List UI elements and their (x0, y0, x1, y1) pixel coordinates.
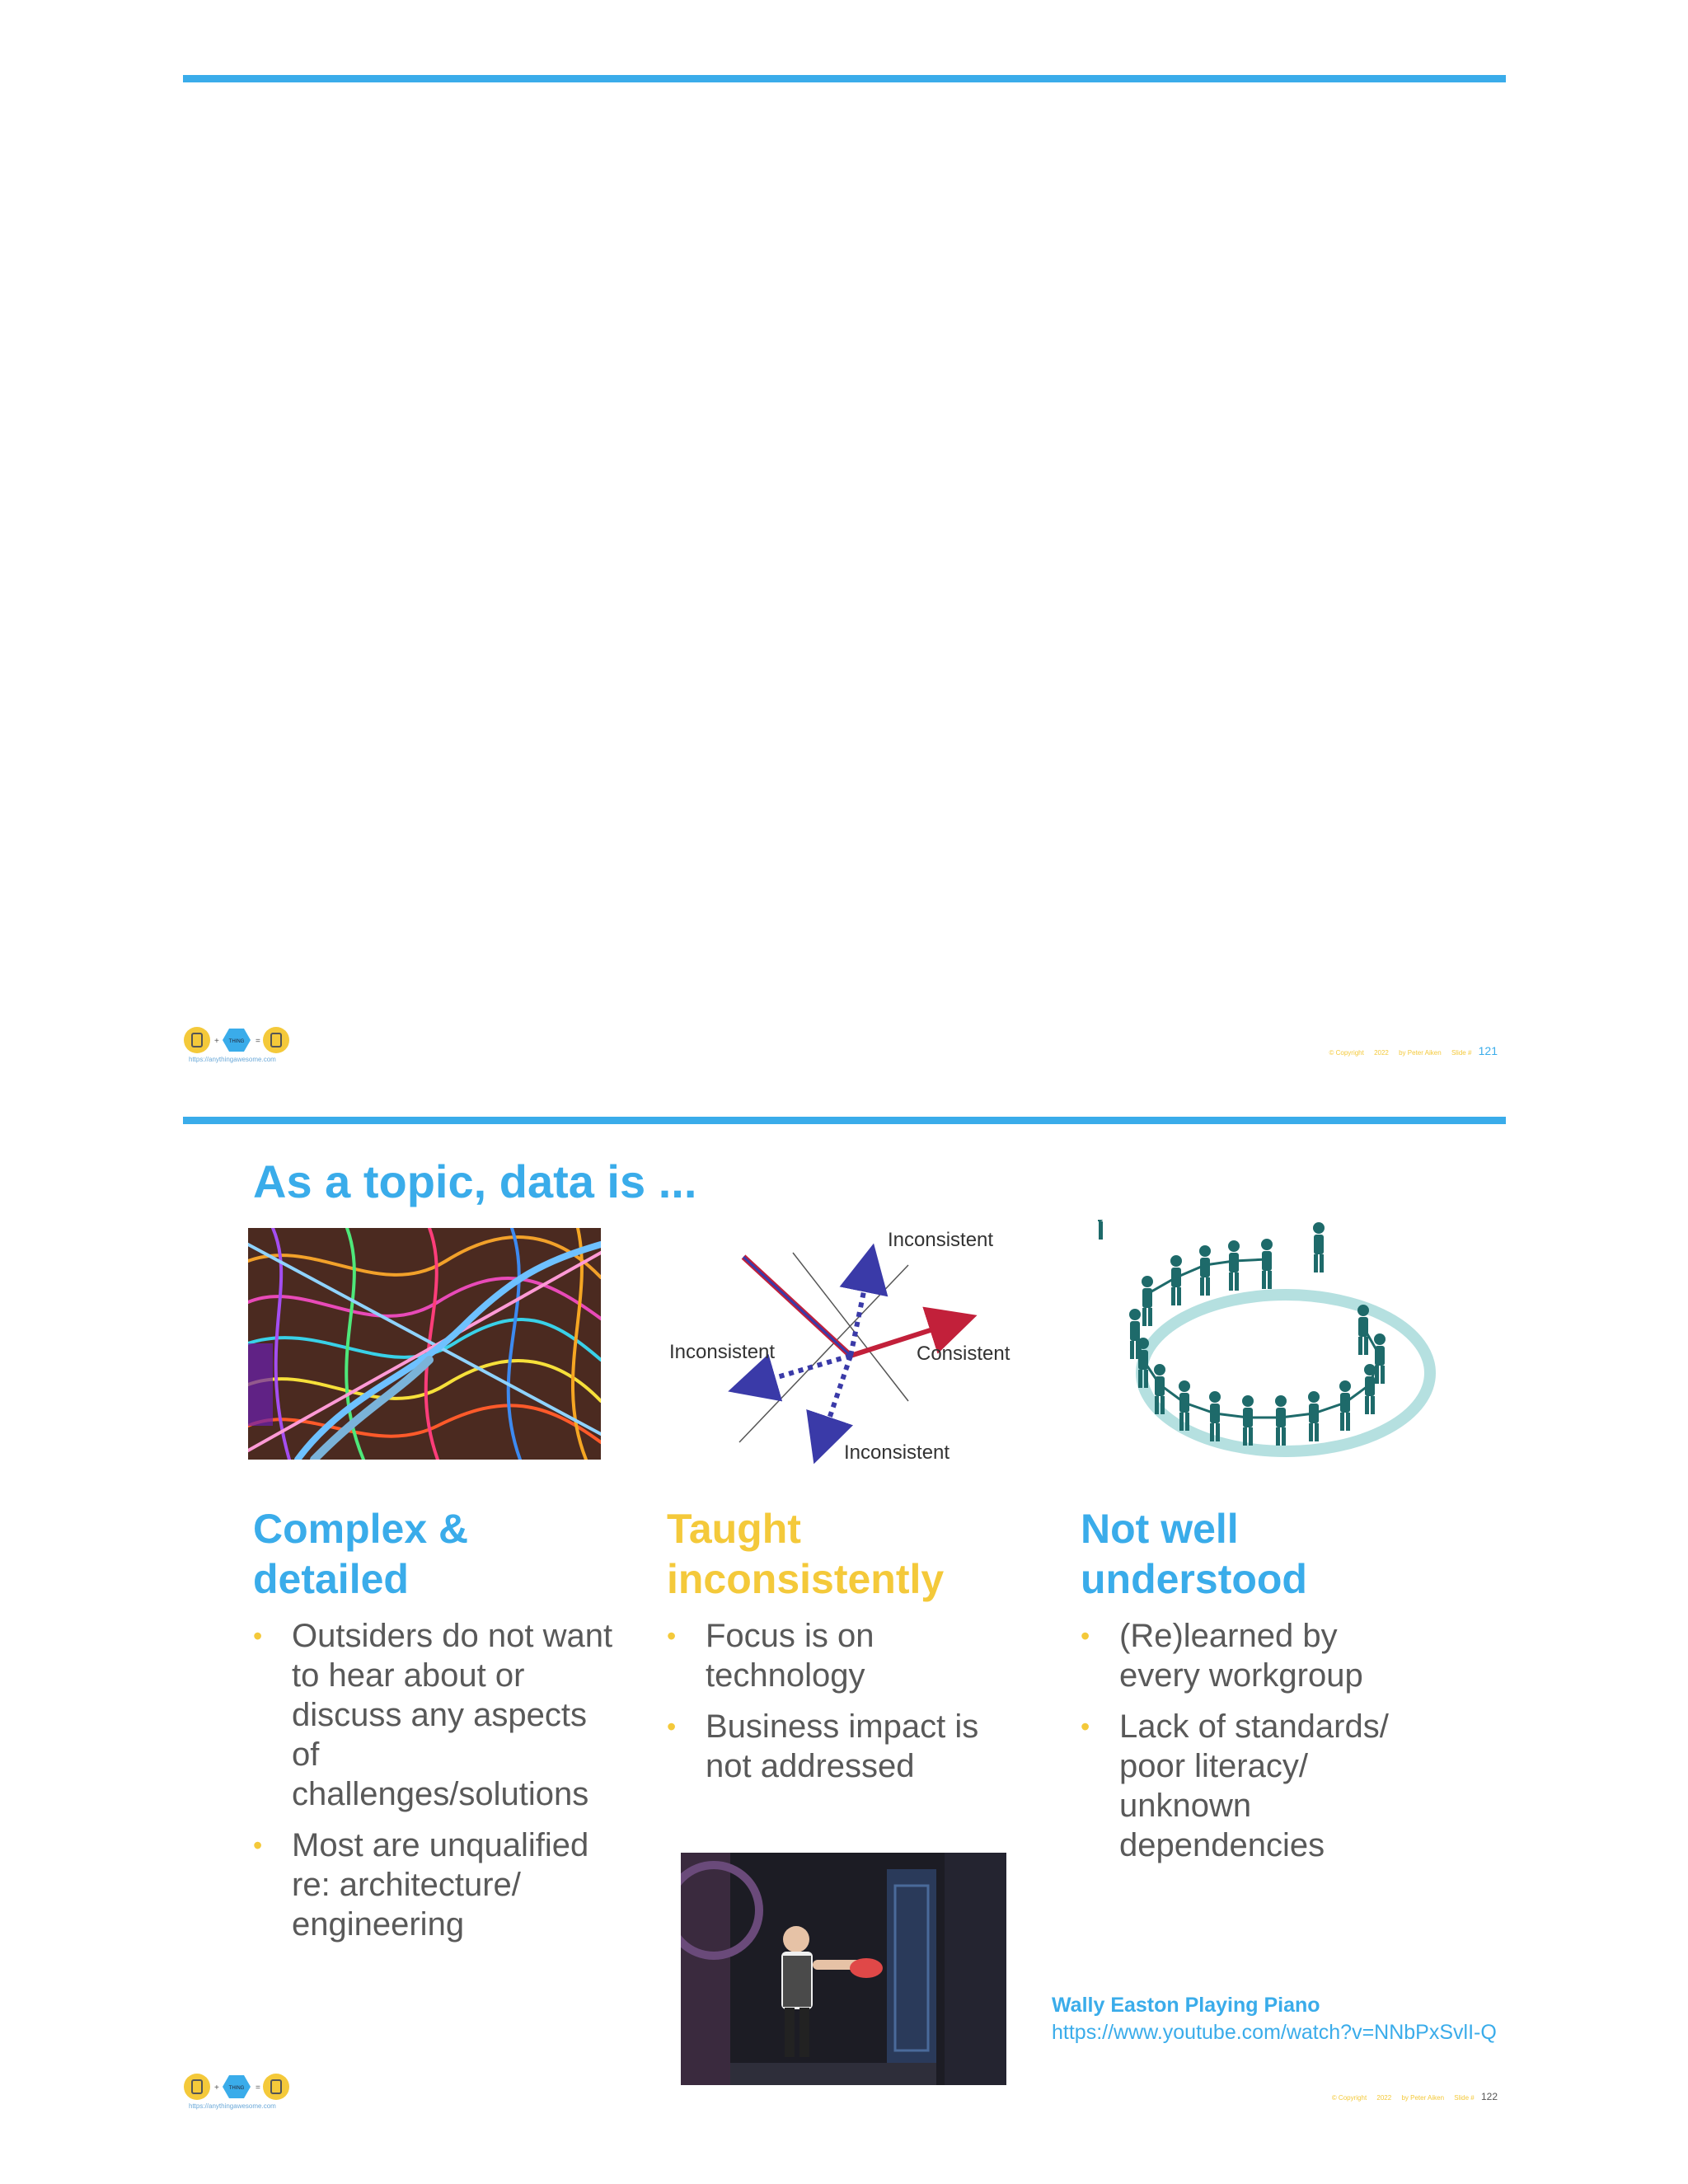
column-heading (1081, 1504, 1427, 1605)
slide-footer (183, 2073, 1506, 2122)
diagram-label-left: Inconsistent (669, 1341, 776, 1363)
column-heading-line2: detailed (253, 1556, 409, 1602)
copyright-year: 2022 (1374, 1049, 1389, 1057)
bullet-item: • Outsiders do not want to hear about or discuss any aspects of challenges/solutions (253, 1618, 613, 1812)
column-heading-line1: Taught (667, 1506, 801, 1552)
column-heading-line1: Not well (1081, 1506, 1239, 1552)
slide-top-rule (183, 1117, 1506, 1124)
bullet-item: • Most are unqualified re: architecture/ engineering (253, 1827, 589, 1943)
bullet-list (253, 1616, 616, 1944)
svg-text:=: = (256, 1037, 260, 1046)
slide-footer (183, 1026, 1506, 1076)
copyright-label: © Copyright (1329, 1049, 1364, 1057)
column-heading (667, 1504, 1029, 1605)
copyright-line (1320, 1044, 1498, 1057)
bullet-text: Focus is on technology (706, 1618, 874, 1694)
video-title: Wally Easton Playing Piano (1052, 1994, 1320, 2017)
svg-text:=: = (256, 2083, 260, 2093)
video-link[interactable]: https://www.youtube.com/watch?v=NNbPxSvlI-Q (1052, 2021, 1497, 2044)
bullet-item: • Business impact is not addressed (667, 1708, 979, 1784)
bullet-text: Lack of standards/ poor literacy/ unknown dependencies (1119, 1708, 1389, 1863)
anything-awesome-logo (183, 1026, 290, 1054)
logo-url[interactable]: https://anythingawesome.com (189, 2102, 276, 2110)
bullet-item: • Lack of standards/ poor literacy/ unknown dependencies (1081, 1708, 1389, 1863)
slide-top-rule (183, 75, 1506, 82)
video-thumbnail[interactable] (681, 1853, 1006, 2085)
copyright-year: 2022 (1376, 2094, 1392, 2102)
slide-number: 122 (1480, 2091, 1498, 2102)
bullet-text: (Re)learned by every workgroup (1119, 1618, 1363, 1694)
slide-number-label: Slide # (1451, 1049, 1472, 1057)
diagram-label-top: Inconsistent (888, 1229, 994, 1251)
copyright-line (1324, 2091, 1498, 2102)
slide-number: 121 (1478, 1044, 1498, 1057)
slide-121 (183, 0, 1506, 1088)
logo-mid-label: THING (228, 1039, 245, 1044)
slide-title: As a topic, data is ... (253, 1155, 697, 1207)
circle-of-people-image (1098, 1220, 1444, 1467)
bullet-list (667, 1616, 1029, 1786)
column-understood (1081, 1504, 1427, 1877)
slide-number-label: Slide # (1454, 2094, 1475, 2102)
column-taught (667, 1504, 1029, 1797)
logo-mid-label: THING (228, 2086, 245, 2091)
anything-awesome-logo (183, 2073, 290, 2101)
copyright-author: by Peter Aiken (1399, 1049, 1442, 1057)
svg-text:+: + (214, 2083, 219, 2093)
bullet-list (1081, 1616, 1427, 1865)
column-heading-line1: Complex & (253, 1506, 469, 1552)
slide-122 (183, 1117, 1506, 2139)
column-heading-line2: inconsistently (667, 1556, 945, 1602)
bullet-text: Business impact is not addressed (706, 1708, 979, 1784)
copyright-author: by Peter Aiken (1401, 2094, 1445, 2102)
svg-text:+: + (214, 1037, 219, 1046)
consistency-diagram (661, 1220, 1040, 1467)
logo-url[interactable]: https://anythingawesome.com (189, 1056, 276, 1063)
bullet-item: • Focus is on technology (667, 1618, 874, 1694)
bullet-text: Most are unqualified re: architecture/ engineering (292, 1827, 589, 1943)
neuron-tangle-image (248, 1228, 601, 1460)
diagram-label-right: Consistent (917, 1343, 1010, 1365)
copyright-label: © Copyright (1331, 2094, 1367, 2102)
diagram-label-bottom: Inconsistent (844, 1441, 950, 1464)
column-heading-line2: understood (1081, 1556, 1307, 1602)
column-heading (253, 1504, 616, 1605)
bullet-item: • (Re)learned by every workgroup (1081, 1618, 1363, 1694)
people-figures (1098, 1220, 1104, 1240)
bullet-text: Outsiders do not want to hear about or discuss any aspects of challenges/solutions (292, 1618, 613, 1812)
column-complex (253, 1504, 616, 1956)
